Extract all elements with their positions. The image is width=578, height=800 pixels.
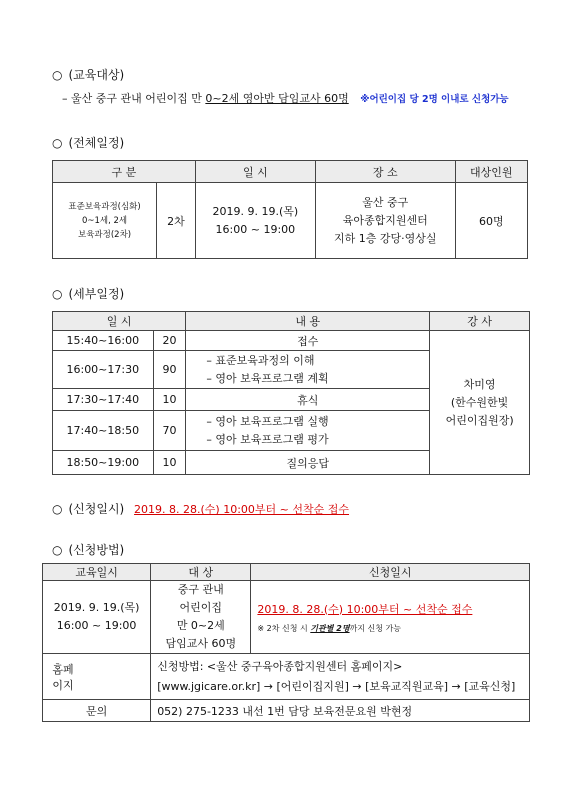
circle-bullet-icon: ○ (52, 68, 63, 82)
instructor-cell: 차미영 (한수원한빛 어린이집원장) (430, 331, 530, 475)
table-row: 16:00~17:30 90 – 표준보육과정의 이해 – 영아 보육프로그램 계획 (53, 351, 530, 389)
circle-bullet-icon: ○ (52, 502, 63, 516)
homepage-cell: 신청방법: <울산 중구육아종합지원센터 홈페이지> [www.jgicare.or.kr] → [어린이집지원] → [보육교직원교육] → [교육신청] (151, 654, 530, 700)
circle-bullet-icon: ○ (52, 543, 63, 557)
contact-label: 문의 (43, 700, 151, 722)
edu-datetime-cell: 2019. 9. 19.(목) 16:00 ~ 19:00 (43, 581, 151, 654)
section-apply-method-heading: ○ (신청방법) (52, 543, 125, 557)
table-row: 17:40~18:50 70 – 영아 보육프로그램 실행 – 영아 보육프로그램 평가 (53, 411, 530, 451)
section-target-heading: ○ (교육대상) (52, 68, 125, 82)
table-row: 15:40~16:00 20 접수 차미영 (한수원한빛 어린이집원장) (53, 331, 530, 351)
table-row: 18:50~19:00 10 질의응답 (53, 451, 530, 475)
circle-bullet-icon: ○ (52, 287, 63, 301)
target-line: – 울산 중구 관내 어린이집 만 0~2세 영아반 담임교사 60명 ※어린이집 당 2명 이내로 신청가능 (62, 92, 509, 105)
schedule-table: 구 분 일 시 장 소 대상인원 표준보육과정(심화) 0~1세, 2세 보육과정(2차) 2차 2019. 9. 19.(목) 16:00 ~ 19:00 울산 중구 육아종합지원센터 지하 1층 강당·영상실 60명 (52, 160, 528, 259)
section-schedule-heading: ○ (전체일정) (52, 136, 125, 150)
homepage-link[interactable]: [www.jgicare.or.kr] → [어린이집지원] → [보육교직원교육] → [교육신청] (157, 679, 516, 693)
apply-method-table: 교육일시 대 상 신청일시 2019. 9. 19.(목) 16:00 ~ 19:00 중구 관내 어린이집 만 0~2세 담임교사 60명 2019. 8. 28.(수) 10:00부터 ~ 선착순 접수 ※ 2차 신청 시 기관별 2명까지 신청 가능 홈페 이지 신청방법: <울산 중구육아종합지원센터 홈페이지> [www.jgicare.or.kr] → [어린이집지원] → [보육교직원교육] → [교육신청] 문의 052) 275-1233 내선 1번 담당 보육전문요원 박현정 (42, 563, 530, 722)
contact-value: 052) 275-1233 내선 1번 담당 보육전문요원 박현정 (151, 700, 530, 722)
circle-bullet-icon: ○ (52, 136, 63, 150)
section-detail-heading: ○ (세부일정) (52, 287, 125, 301)
section-apply-date-heading: ○ (신청일시) 2019. 8. 28.(수) 10:00부터 ~ 선착순 접수 (52, 502, 350, 516)
schedule-datetime: 2019. 9. 19.(목) 16:00 ~ 19:00 (195, 183, 315, 259)
apply-cell: 2019. 8. 28.(수) 10:00부터 ~ 선착순 접수 ※ 2차 신청 시 기관별 2명까지 신청 가능 (251, 581, 530, 654)
target-note: ※어린이집 당 2명 이내로 신청가능 (360, 94, 509, 105)
apply-date-value: 2019. 8. 28.(수) 10:00부터 ~ 선착순 접수 (134, 503, 350, 516)
homepage-label: 홈페 이지 (43, 654, 151, 700)
table-row: 17:30~17:40 10 휴식 (53, 389, 530, 411)
schedule-place: 울산 중구 육아종합지원센터 지하 1층 강당·영상실 (315, 183, 455, 259)
course-cell: 표준보육과정(심화) 0~1세, 2세 보육과정(2차) (53, 183, 157, 259)
detail-table: 일 시 내 용 강 사 15:40~16:00 20 접수 차미영 (한수원한빛 어린이집원장) 16:00~17:30 90 – 표준보육과정의 이해 – 영아 보육프로그램 계획 17:30~17:40 10 휴식 17:40~18:50 70 – 영아 보육프로그램 실행 – 영아 보육프로그램 평가 18:50~19:00 10 질의응답 (52, 311, 530, 475)
target-cell: 중구 관내 어린이집 만 0~2세 담임교사 60명 (151, 581, 251, 654)
apply-note: ※ 2차 신청 시 기관별 2명까지 신청 가능 (257, 623, 402, 633)
